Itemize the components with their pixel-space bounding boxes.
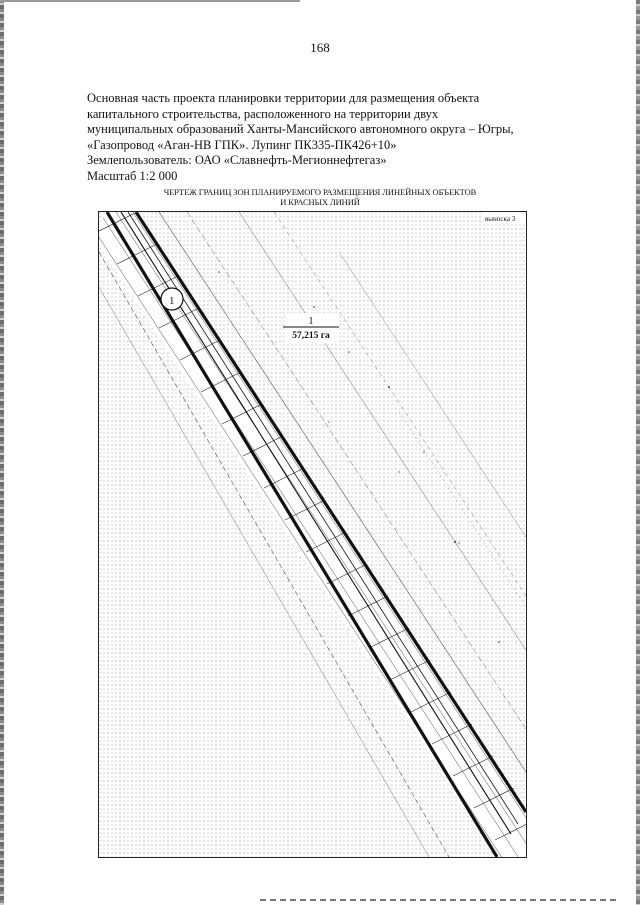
drawing-title-line-1: ЧЕРТЕЖ ГРАНИЦ ЗОН ПЛАНИРУЕМОГО РАЗМЕЩЕНИЯ ЛИНЕЙНЫХ ОБЪЕКТОВ [163, 187, 477, 197]
zone-number: 1 [308, 316, 314, 327]
drawing-title-line-2: И КРАСНЫХ ЛИНИЙ [280, 197, 360, 207]
zone-area: 57,215 га [292, 331, 330, 341]
circle-marker-number: 1 [169, 295, 175, 307]
document-header [87, 91, 567, 185]
drawing-title [0, 187, 640, 207]
scan-edge-right [636, 0, 640, 905]
header-line-3: муниципальных образований Ханты-Мансийского автономного округа – Югры, [87, 122, 514, 137]
scan-edge-bottom [260, 899, 620, 901]
header-line-6: Масштаб 1:2 000 [87, 168, 178, 183]
header-line-5: Землепользователь: ОАО «Славнефть-Мегионнефтегаз» [87, 153, 387, 168]
scan-edge-left [0, 0, 4, 905]
page-number: 168 [310, 40, 330, 55]
scan-edge-top [0, 0, 300, 2]
map-canvas [99, 212, 526, 857]
header-line-1: Основная часть проекта планировки территории для размещения объекта [87, 91, 480, 105]
map-drawing [98, 211, 527, 858]
callout-label: выноска 3 [485, 215, 516, 223]
header-line-4: «Газопровод «Аган-НВ ГПК». Лупинг ПК335-ПК426+10» [87, 137, 397, 152]
header-line-2: капитального строительства, расположенного на территории двух [87, 106, 439, 121]
